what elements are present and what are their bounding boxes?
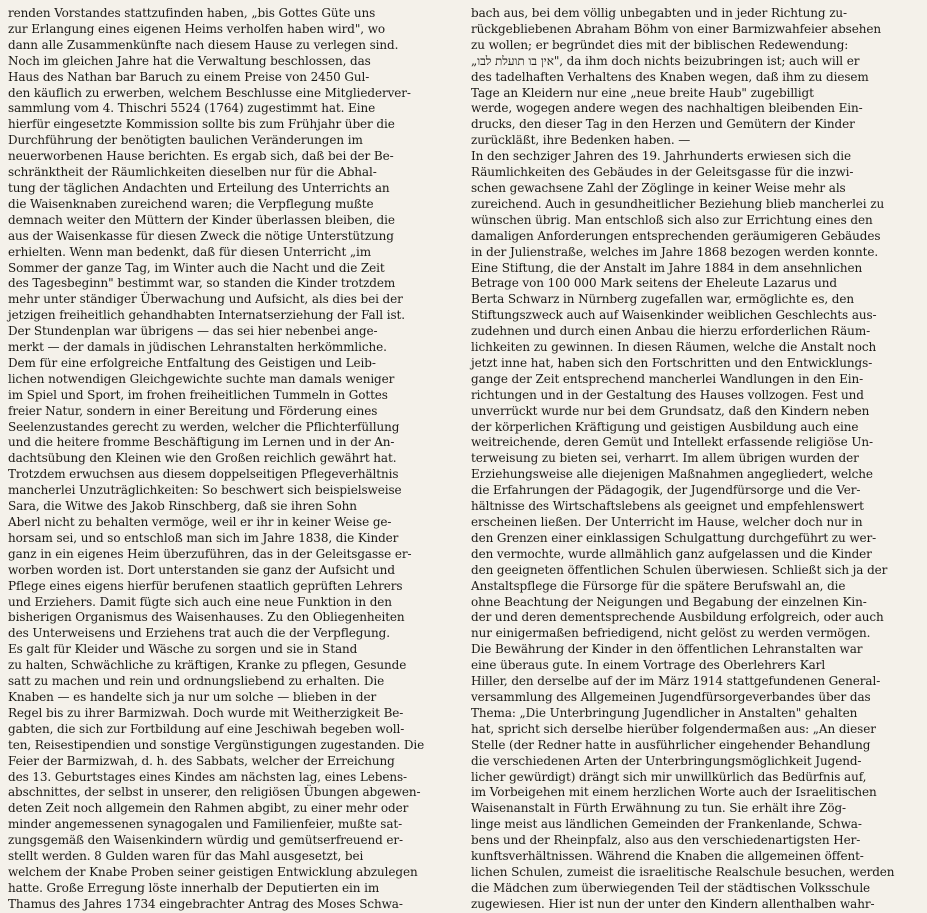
text-line: satt zu machen und rein und ordnungsliebend zu erhalten. Die bbox=[8, 674, 385, 689]
text-line: ten, Reisestipendien und sonstige Vergünstigungen zugestanden. Die bbox=[8, 737, 425, 752]
text-line: den vermochte, wurde allmählich ganz aufgelassen und die Kinder bbox=[471, 546, 872, 561]
text-line: der und deren dementsprechende Ausbildung erfolgreich, oder auch bbox=[471, 610, 884, 625]
text-line: neuerworbenen Hause berichten. Es ergab sich, daß bei der Be- bbox=[8, 149, 394, 164]
text-line: nur einigermaßen befriedigend, nicht gelöst zu werden vermögen. bbox=[471, 626, 871, 641]
text-line: hierfür eingesetzte Kommission sollte bis zum Frühjahr über die bbox=[8, 117, 395, 132]
text-line: die Waisenknaben zureichend waren; die Verpflegung mußte bbox=[8, 196, 374, 211]
text-line: Eine Stiftung, die der Anstalt im Jahre 1884 in dem ansehnlichen bbox=[471, 260, 863, 275]
text-line: welchem der Knabe Proben seiner geistigen Entwicklung abzulegen bbox=[8, 864, 418, 879]
text-line: zur Erlangung eines eigenen Heims verholfen haben wird", wo bbox=[8, 21, 386, 36]
text-line: des Tagesbeginn" bestimmt war, so standen die Kinder trotzdem bbox=[8, 276, 396, 291]
text-line: aus der Waisenkasse für diesen Zweck die nötige Unterstützung bbox=[8, 228, 394, 243]
text-line: zu halten, Schwächliche zu kräftigen, Kranke zu pflegen, Gesunde bbox=[8, 658, 407, 673]
text-line: jetzigen freiheitlich gehandhabten Internatserziehung der Fall ist. bbox=[8, 308, 405, 323]
text-line: merkt — der damals in jüdischen Lehranstalten herkömmliche. bbox=[8, 340, 387, 355]
text-line: linge meist aus ländlichen Gemeinden der Frankenlande, Schwa- bbox=[471, 817, 862, 832]
text-line: eine überaus gute. In einem Vortrage des Oberlehrers Karl bbox=[471, 658, 826, 673]
text-line: schen gewachsene Zahl der Zöglinge in keiner Weise mehr als bbox=[471, 180, 846, 195]
text-line: demnach weiter den Müttern der Kinder überlassen bleiben, die bbox=[8, 212, 395, 227]
text-line: und die heitere fromme Beschäftigung im Lernen und in der An- bbox=[8, 435, 395, 450]
text-line: Seelenzustandes gerecht zu werden, welcher die Pflichterfüllung bbox=[8, 419, 400, 434]
text-line: hältnisse des Wirtschaftslebens als geeignet und empfehlenswert bbox=[471, 499, 864, 514]
text-line: unverrückt wurde nur bei dem Grundsatz, daß den Kindern neben bbox=[471, 403, 870, 418]
text-line: Feier der Barmizwah, d. h. des Sabbats, welcher der Erreichung bbox=[8, 753, 395, 768]
text-line: Berta Schwarz in Nürnberg zugefallen war, ermöglichte es, den bbox=[471, 292, 855, 307]
text-line: Haus des Nathan bar Baruch zu einem Preise von 2450 Gul- bbox=[8, 69, 370, 84]
text-line: lichen notwendigen Gleichgewichte suchte man damals weniger bbox=[8, 371, 395, 386]
text-line: zurückläßt, ihre Bedenken haben. — bbox=[471, 133, 691, 148]
text-line: renden Vorstandes stattzufinden haben, „bis Gottes Güte uns bbox=[8, 6, 376, 20]
text-line: Stiftungszweck auch auf Waisenkinder weiblichen Geschlechts aus- bbox=[471, 308, 877, 323]
text-line: zudehnen und durch einen Anbau die hierzu erforderlichen Räum- bbox=[471, 324, 871, 339]
text-line: Erziehungsweise alle diejenigen Maßnahmen angegliedert, welche bbox=[471, 467, 873, 482]
text-line: lichen Schulen, zumeist die israelitische Realschule besuchen, werden bbox=[471, 864, 895, 879]
text-line: dann alle Zusammenkünfte nach diesem Hause zu verlegen sind. bbox=[8, 37, 399, 52]
text-line: licher gewürdigt) drängt sich mir unwillkürlich das Bedürfnis auf, bbox=[471, 769, 867, 784]
text-line: horsam sei, und so entschloß man sich im Jahre 1838, die Kinder bbox=[8, 530, 399, 545]
text-line: In den sechziger Jahren des 19. Jahrhunderts erwiesen sich die bbox=[471, 149, 852, 164]
text-line: zureichend. Auch in gesundheitlicher Beziehung blieb mancherlei zu bbox=[471, 196, 885, 211]
text-line: Durchführung der benötigten baulichen Veränderungen im bbox=[8, 133, 363, 148]
text-line: Anstaltspflege die Fürsorge für die spätere Berufswahl an, die bbox=[471, 578, 846, 593]
text-line: des Unterweisens und Erziehens trat auch die der Verpflegung. bbox=[8, 626, 390, 641]
text-line: jetzt inne hat, haben sich den Fortschritten und den Entwicklungs- bbox=[471, 355, 873, 370]
text-line: mehr unter ständiger Überwachung und Aufsicht, als dies bei der bbox=[8, 292, 403, 307]
text-line: richtungen und in der Gestaltung des Hauses vollzogen. Fest und bbox=[471, 387, 864, 402]
text-line: Thamus des Jahres 1734 eingebrachter Antrag des Moses Schwa- bbox=[8, 896, 403, 911]
text-line: deten Zeit noch allgemein den Rahmen abgibt, zu einer mehr oder bbox=[8, 801, 409, 816]
text-line: zugewiesen. Hier ist nun der unter den Kindern allenthalben wahr- bbox=[471, 896, 875, 911]
text-line: drucks, den dieser Tag in den Herzen und Gemütern der Kinder bbox=[471, 117, 855, 132]
text-line: hat, spricht sich derselbe hierüber folgendermaßen aus: „An dieser bbox=[471, 721, 876, 736]
text-line: Aberl nicht zu behalten vermöge, weil er ihr in keiner Weise ge- bbox=[8, 515, 392, 529]
text-line: zungsgemäß den Waisenkindern würdig und gemütserfreuend er- bbox=[8, 833, 404, 848]
text-line: des tadelhaften Verhaltens des Knaben wegen, daß ihm zu diesem bbox=[471, 69, 869, 84]
text-line: minder angemessenen synagogalen und Familienfeier, mußte sat- bbox=[8, 817, 403, 832]
text-line: worben worden ist. Dort unterstanden sie ganz der Aufsicht und bbox=[8, 562, 395, 577]
text-line: die verschiedenen Arten der Unterbringungsmöglichkeit Jugend- bbox=[471, 753, 862, 768]
text-line: Räumlichkeiten des Gebäudes in der Geleitsgasse für die inzwi- bbox=[471, 165, 854, 180]
text-line: Thema: „Die Unterbringung Jugendlicher in Anstalten" gehalten bbox=[471, 705, 858, 720]
text-line: Sommer der ganze Tag, im Winter auch die Nacht und die Zeit bbox=[8, 260, 385, 275]
text-line: Regel bis zu ihrer Barmizwah. Doch wurde mit Weitherzigkeit Be- bbox=[8, 705, 404, 720]
text-line: bisherigen Organismus des Waisenhauses. Zu den Obliegenheiten bbox=[8, 610, 405, 625]
text-line: Sara, die Witwe des Jakob Rinschberg, daß sie ihren Sohn bbox=[8, 499, 357, 514]
text-line: Stelle (der Redner hatte in ausführlicher eingehender Behandlung bbox=[471, 737, 871, 752]
text-line: die Erfahrungen der Pädagogik, der Jugendfürsorge und die Ver- bbox=[471, 483, 861, 498]
text-line: freier Natur, sondern in einer Bereitung und Förderung eines bbox=[8, 403, 378, 418]
text-line: Es galt für Kleider und Wäsche zu sorgen und sie in Stand bbox=[8, 642, 358, 657]
text-line: Betrage von 100 000 Mark seitens der Eheleute Lazarus und bbox=[471, 276, 838, 291]
text-line: kunftsverhältnissen. Während die Knaben die allgemeinen öffent- bbox=[471, 849, 864, 864]
text-line: dachtsübung den Kleinen wie den Großen reichlich gewährt hat. bbox=[8, 451, 397, 466]
text-line: lichkeiten zu gewinnen. In diesen Räumen, welche die Anstalt noch bbox=[471, 340, 877, 355]
text-line: ganz in ein eigenes Heim überzuführen, das in der Geleitsgasse er- bbox=[8, 546, 412, 561]
text-line: Trotzdem erwuchsen aus diesem doppelseitigen Pflegeverhältnis bbox=[8, 467, 399, 482]
text-line: mancherlei Unzuträglichkeiten: So beschwert sich beispielsweise bbox=[8, 483, 402, 498]
text-line: tung der täglichen Andachten und Erteilung des Unterrichts an bbox=[8, 180, 390, 195]
text-line: in der Julienstraße, welches im Jahre 1868 bezogen werden konnte. bbox=[471, 244, 879, 259]
text-line: im Spiel und Sport, im frohen freiheitlichen Tummeln in Gottes bbox=[8, 387, 388, 402]
text-line: den käuflich zu erwerben, welchem Beschlusse eine Mitgliederver- bbox=[8, 85, 411, 100]
text-line: Knaben — es handelte sich ja nur um solche — blieben in der bbox=[8, 689, 377, 704]
text-line: Noch im gleichen Jahre hat die Verwaltung beschlossen, das bbox=[8, 53, 371, 68]
text-line: Pflege eines eigens hierfür berufenen staatlich geprüften Lehrers bbox=[8, 578, 403, 593]
text-line: ohne Beachtung der Neigungen und Begabung der einzelnen Kin- bbox=[471, 594, 867, 609]
text-line: Der Stundenplan war übrigens — das sei hier nebenbei ange- bbox=[8, 324, 378, 339]
text-line: weitreichende, deren Gemüt und Intellekt erfassende religiöse Un- bbox=[471, 435, 873, 450]
text-line: hatte. Große Erregung löste innerhalb der Deputierten ein im bbox=[8, 880, 380, 895]
text-line: und Erziehers. Damit fügte sich auch eine neue Funktion in den bbox=[8, 594, 392, 609]
text-line: bens und der Rheinpfalz, also aus den verschiedenartigsten Her- bbox=[471, 833, 861, 848]
text-line: Waisenanstalt in Fürth Erwähnung zu tun. Sie erhält ihre Zög- bbox=[471, 801, 846, 816]
text-line: versammlung des Allgemeinen Jugendfürsorgeverbandes über das bbox=[471, 689, 871, 704]
text-line: gange der Zeit entsprechend mancherlei Wandlungen in den Ein- bbox=[471, 371, 864, 386]
text-line: des 13. Geburtstages eines Kindes am nächsten lag, eines Lebens- bbox=[8, 769, 407, 784]
text-line: gabten, die sich zur Fortbildung auf eine Jeschiwah begeben woll- bbox=[8, 721, 405, 736]
text-line: Hiller, den derselbe auf der im März 1914 stattgefundenen General- bbox=[471, 674, 881, 689]
text-line: Dem für eine erfolgreiche Entfaltung des Geistigen und Leib- bbox=[8, 355, 376, 370]
text-column-left bbox=[8, 6, 455, 911]
text-line: stellt werden. 8 Gulden waren für das Mahl ausgesetzt, bei bbox=[8, 849, 364, 864]
text-line: schränktheit der Räumlichkeiten dieselben nur für die Abhal- bbox=[8, 165, 377, 180]
text-column-right bbox=[471, 6, 918, 911]
text-line: werde, wogegen andere wegen des nachhaltigen bleibenden Ein- bbox=[471, 101, 863, 116]
text-line: wünschen übrig. Man entschloß sich also zur Errichtung eines den bbox=[471, 212, 873, 227]
text-line: den Grenzen einer einklassigen Schulgattung durchgeführt zu wer- bbox=[471, 530, 877, 545]
text-line: der körperlichen Kräftigung und geistigen Ausbildung auch eine bbox=[471, 419, 859, 434]
text-line: die Mädchen zum überwiegenden Teil der städtischen Volksschule bbox=[471, 880, 871, 895]
text-line: erscheinen ließen. Der Unterricht im Hause, welcher doch nur in bbox=[471, 515, 863, 529]
text-line: damaligen Anforderungen entsprechenden geräumigeren Gebäudes bbox=[471, 228, 881, 243]
text-line: den geeigneten öffentlichen Schulen überwiesen. Schließt sich ja der bbox=[471, 562, 888, 577]
text-line: Tage an Kleidern nur eine „neue breite Haub" zugebilligt bbox=[471, 85, 814, 100]
text-line: abschnittes, der selbst in unserer, den religiösen Übungen abgewen- bbox=[8, 785, 421, 800]
text-line: rückgebliebenen Abraham Böhm von einer Barmizwahfeier absehen bbox=[471, 21, 881, 36]
text-line: erhielten. Wenn man bedenkt, daß für diesen Unterricht „im bbox=[8, 244, 372, 259]
text-line: sammlung vom 4. Thischri 5524 (1764) zugestimmt hat. Eine bbox=[8, 101, 376, 116]
text-line: bach aus, bei dem völlig unbegabten und in jeder Richtung zu- bbox=[471, 6, 848, 20]
text-line: „אין בו תועלת לבו", da ihm doch nichts beizubringen ist; auch will er bbox=[471, 53, 860, 68]
text-line: terweisung zu bieten sei, verharrt. Im allem übrigen wurden der bbox=[471, 451, 859, 466]
text-line: zu wollen; er begründet dies mit der biblischen Redewendung: bbox=[471, 37, 849, 52]
text-line: im Vorbeigehen mit einem herzlichen Worte auch der Israelitischen bbox=[471, 785, 877, 800]
text-line: Die Bewährung der Kinder in den öffentlichen Lehranstalten war bbox=[471, 642, 863, 657]
